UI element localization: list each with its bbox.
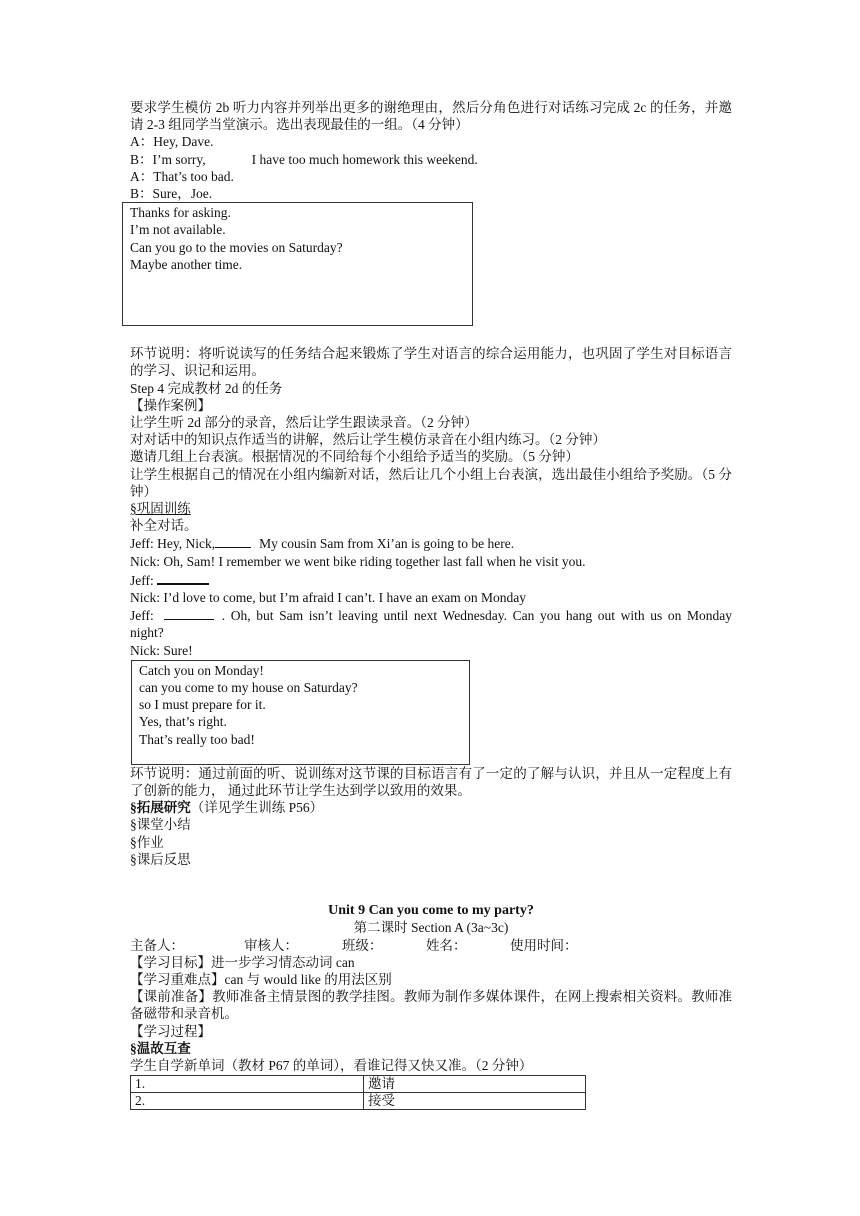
practice-line-nick-2: Nick: I’d love to come, but I’m afraid I can’t. I have an exam on Monday	[130, 590, 526, 606]
case-heading: 【操作案例】	[130, 397, 211, 413]
answer-blank[interactable]	[157, 570, 209, 585]
word-number: 2.	[131, 1093, 364, 1110]
option-item: Thanks for asking.	[130, 205, 231, 221]
table-row	[131, 1093, 586, 1110]
dialogue-text-2: I have too much homework this weekend.	[251, 151, 478, 167]
word-chinese: 接受	[364, 1093, 586, 1110]
speaker-label: A：	[130, 168, 154, 184]
answer-blank[interactable]	[164, 606, 214, 620]
process-heading: 【学习过程】	[130, 1023, 211, 1039]
class-prep: 【课前准备】教师准备主情景图的教学挂图。教师为制作多媒体课件，在网上搜索相关资料。教师准备磁带和录音机。	[130, 989, 732, 1022]
practice-line-jeff-2	[130, 570, 732, 589]
dialogue-line-4	[130, 185, 732, 202]
dialogue-line-1	[130, 133, 732, 150]
option-item: Catch you on Monday!	[139, 662, 264, 678]
jeff-line-end: . Oh, but Sam isn’t leaving until next Wednesday. Can you hang out with us on Monday night?	[130, 608, 732, 641]
dialogue-text: Hey, Dave.	[153, 134, 214, 150]
option-item: Can you go to the movies on Saturday?	[130, 239, 343, 255]
option-item: Maybe another time.	[130, 256, 243, 272]
unit-subtitle: 第二课时 Section A (3a~3c)	[353, 920, 509, 936]
word-chinese: 邀请	[364, 1076, 586, 1093]
jeff-line-start: Jeff:	[130, 608, 154, 624]
unit-title: Unit 9 Can you come to my party?	[328, 903, 534, 919]
meta-field: 使用时间：	[510, 937, 578, 953]
step-item: 让学生听 2d 部分的录音，然后让学生跟读录音。（2 分钟）	[130, 415, 478, 431]
option-item: I’m not available.	[130, 222, 226, 238]
speaker-label: B：	[130, 151, 153, 167]
meta-field: 姓名：	[426, 937, 467, 953]
meta-field: 主备人：	[130, 937, 184, 953]
option-item: so I must prepare for it.	[139, 697, 266, 713]
reflection-heading: §课后反思	[130, 851, 191, 867]
extension-ref: （详见学生训练 P56）	[190, 800, 324, 816]
step-item: 让学生根据自己的情况在小组内编新对话，然后让几个小组上台表演，选出最佳小组给予奖励。（5 分钟）	[130, 466, 732, 499]
meta-row	[130, 937, 732, 954]
section-note-1: 环节说明：将听说读写的任务结合起来锻炼了学生对语言的综合运用能力，也巩固了学生对目标语言的学习、识记和运用。	[130, 346, 732, 379]
task-intro: 要求学生模仿 2b 听力内容并列举出更多的谢绝理由，然后分角色进行对话练习完成 2c 的任务，并邀请 2-3 组同学当堂演示。选出表现最佳的一组。（4 分钟）	[130, 100, 732, 133]
section-note-2: 环节说明：通过前面的听、说训练对这节课的目标语言有了一定的了解与认识，并且从一定程度上有了创新的能力， 通过此环节让学生达到学以致用的效果。	[130, 765, 732, 799]
option-item: Yes, that’s right.	[139, 714, 227, 730]
step4-title: Step 4 完成教材 2d 的任务	[130, 380, 283, 396]
dialogue-line-2	[130, 151, 732, 168]
step-item: 邀请几组上台表演。根据情况的不同给每个小组给予适当的奖励。（5 分钟）	[130, 449, 579, 465]
step-item: 对对话中的知识点作适当的讲解，然后让学生模仿录音在小组内练习。（2 分钟）	[130, 432, 606, 448]
review-instruction: 学生自学新单词（教材 P67 的单词），看谁记得又快又准。（2 分钟）	[130, 1057, 533, 1073]
dialogue-text: That’s too bad.	[153, 168, 234, 184]
meta-field: 审核人：	[244, 937, 298, 953]
option-item: That’s really too bad!	[139, 731, 255, 747]
word-table	[130, 1075, 586, 1110]
summary-heading: §课堂小结	[130, 817, 191, 833]
practice-line-jeff-3	[130, 606, 732, 641]
jeff-line-start: Jeff:	[130, 572, 158, 588]
practice-instruction: 补全对话。	[130, 518, 198, 534]
learning-goal: 【学习目标】进一步学习情态动词 can	[130, 954, 355, 970]
dialogue-text: Sure，Joe.	[152, 186, 213, 202]
options-box-2	[131, 660, 470, 765]
practice-line-nick-1: Nick: Oh, Sam! I remember we went bike riding together last fall when he visit you.	[130, 553, 586, 569]
practice-line-nick-3: Nick: Sure!	[130, 642, 193, 658]
jeff-line-start: Jeff: Hey, Nick,	[130, 536, 216, 552]
option-item: can you come to my house on Saturday?	[139, 680, 358, 696]
word-number: 1.	[131, 1076, 364, 1093]
learning-focus: 【学习重难点】can 与 would like 的用法区别	[130, 971, 392, 987]
dialogue-line-3	[130, 168, 732, 185]
meta-field: 班级：	[342, 937, 383, 953]
practice-heading: §巩固训练	[130, 501, 191, 517]
extension-heading: §拓展研究	[130, 800, 191, 816]
options-box-1	[122, 202, 473, 326]
table-row	[131, 1076, 586, 1093]
dialogue-text: I’m sorry,	[152, 151, 206, 167]
jeff-line-end: My cousin Sam from Xi’an is going to be here.	[259, 536, 515, 552]
document-page	[130, 99, 732, 1110]
review-heading: §温故互查	[130, 1040, 191, 1056]
practice-line-jeff-1	[130, 534, 732, 552]
speaker-label: A：	[130, 134, 154, 150]
speaker-label: B：	[130, 186, 153, 202]
extension-line	[130, 799, 732, 816]
homework-heading: §作业	[130, 834, 164, 850]
answer-blank[interactable]	[215, 534, 251, 548]
